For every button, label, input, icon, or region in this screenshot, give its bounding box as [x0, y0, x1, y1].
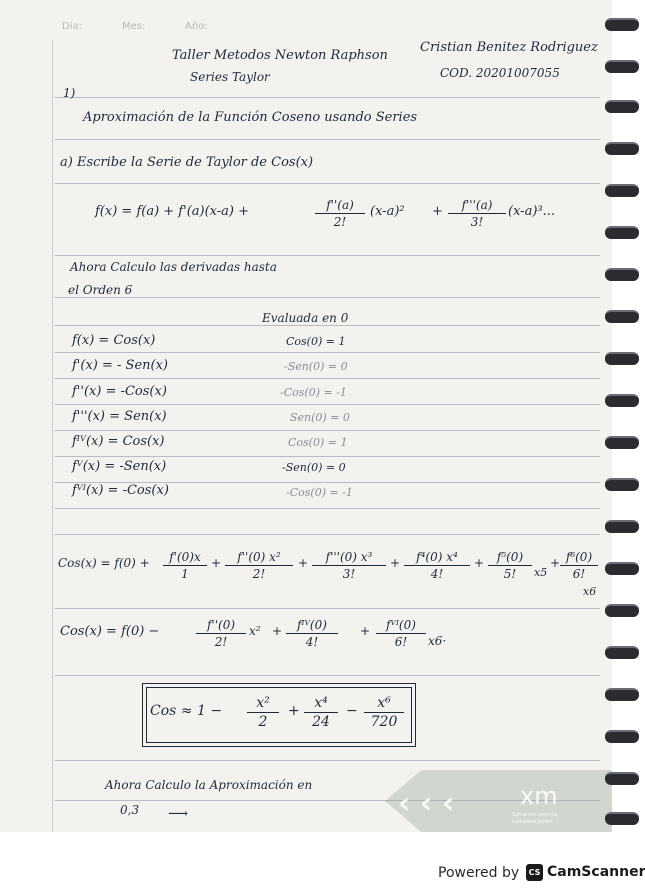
- chevron-left-icon: ‹: [442, 786, 455, 821]
- series-term: [560, 550, 598, 581]
- series-term: [225, 550, 293, 581]
- simplified-term-3-num: fⱽᴵ(0): [376, 618, 426, 634]
- binding-ring: [605, 562, 639, 575]
- author-name: Cristian Benitez Rodriguez: [420, 40, 598, 55]
- binding-ring: [605, 310, 639, 323]
- series-term-den: 2!: [252, 567, 266, 581]
- derivative-expr: fⱽᴵ(x) = -Cos(x): [72, 483, 169, 498]
- series-term-den: 5!: [503, 567, 517, 581]
- ruled-line: [55, 297, 600, 298]
- derivative-value: Cos(0) = 1: [288, 436, 348, 449]
- derivative-value: Sen(0) = 0: [290, 411, 350, 424]
- result-term-2-den: 24: [312, 714, 330, 730]
- simplified-term-1-x: x²: [249, 624, 261, 638]
- exercise-heading: Aproximación de la Función Coseno usando Series: [83, 110, 418, 125]
- simplified-term-3: [376, 618, 426, 649]
- month-label: Mes:: [122, 21, 146, 32]
- title-line2: Series Taylor: [190, 70, 270, 84]
- binding-ring: [605, 184, 639, 197]
- series-term-num: f''(0) x²: [225, 550, 293, 566]
- ruled-line: [55, 608, 600, 609]
- series-term: [163, 550, 207, 581]
- simplified-plus: +: [272, 624, 283, 638]
- binding-ring: [605, 772, 639, 785]
- series-term: [488, 550, 532, 581]
- series-term-num: f⁶(0): [560, 550, 598, 566]
- series-term-num: f⁴(0) x⁴: [404, 550, 470, 566]
- result-term-2-num: x⁴: [304, 695, 338, 713]
- result-plus: +: [288, 703, 300, 719]
- result-term-2: [304, 695, 338, 730]
- camscanner-icon: CS: [526, 864, 543, 881]
- series-plus: +: [211, 556, 222, 570]
- derivative-value: Cos(0) = 1: [286, 335, 346, 348]
- chevron-left-icon: ‹: [398, 786, 411, 821]
- series-plus: +: [390, 556, 401, 570]
- result-term-3: [364, 695, 404, 730]
- series-lead: Cos(x) = f(0) +: [58, 556, 150, 570]
- simplified-term-2-den: 4!: [305, 635, 319, 649]
- ruled-line: [55, 404, 600, 405]
- taylor-lead: f(x) = f(a) + f'(a)(x-a) +: [95, 204, 250, 219]
- result-lead: Cos ≈ 1 −: [150, 703, 223, 719]
- ruled-line: [55, 378, 600, 379]
- taylor-term-3-factor: (x-a)³...: [508, 204, 555, 219]
- binding-ring: [605, 520, 639, 533]
- exercise-number: 1): [63, 86, 76, 100]
- binding-ring: [605, 730, 639, 743]
- ruled-line: [55, 760, 600, 761]
- series-term-den: 6!: [572, 567, 586, 581]
- derivative-expr: f'''(x) = Sen(x): [72, 409, 167, 424]
- taylor-term-3-den: 3!: [470, 215, 484, 229]
- binding-ring: [605, 226, 639, 239]
- binding-ring: [605, 100, 639, 113]
- year-label: Año:: [185, 21, 208, 32]
- derivative-value: -Cos(0) = -1: [280, 386, 347, 399]
- margin-line: [52, 40, 53, 832]
- ruled-line: [55, 430, 600, 431]
- ruled-line: [55, 675, 600, 676]
- binding-ring: [605, 646, 639, 659]
- binding-ring: [605, 812, 639, 825]
- xm-logo: xm: [520, 782, 558, 810]
- derivative-expr: fⱽ(x) = -Sen(x): [72, 459, 167, 474]
- ruled-line: [55, 325, 600, 326]
- chevron-left-icon: ‹: [420, 786, 433, 821]
- simplified-term-3-den: 6!: [394, 635, 408, 649]
- series-term-num: f'''(0) x³: [312, 550, 386, 566]
- day-label: Día:: [62, 21, 82, 32]
- result-term-1-num: x²: [247, 695, 279, 713]
- taylor-plus: +: [432, 204, 443, 219]
- series-plus: +: [298, 556, 309, 570]
- binding-ring: [605, 18, 639, 31]
- binding-ring: [605, 688, 639, 701]
- ruled-line: [55, 508, 600, 509]
- evaluated-header: Evaluada en 0: [262, 311, 349, 325]
- series-term: [404, 550, 470, 581]
- student-code: COD. 20201007055: [440, 66, 560, 80]
- xm-tagline: Sumamos energía, sumamos poder.: [512, 812, 559, 825]
- taylor-term-3: [448, 198, 506, 229]
- derivative-expr: f''(x) = -Cos(x): [72, 384, 167, 399]
- series-term: [312, 550, 386, 581]
- series-term-num: f⁵(0): [488, 550, 532, 566]
- series-plus: +: [550, 556, 561, 570]
- derivatives-intro-line2: el Orden 6: [68, 283, 133, 297]
- simplified-term-1: [196, 618, 246, 649]
- derivative-expr: f(x) = Cos(x): [72, 333, 156, 348]
- series-plus: +: [474, 556, 485, 570]
- taylor-term-2-num: f''(a): [315, 198, 365, 214]
- simplified-term-1-den: 2!: [214, 635, 228, 649]
- binding-ring: [605, 604, 639, 617]
- result-minus: −: [346, 703, 358, 719]
- ruled-line: [55, 183, 600, 184]
- title-line1: Taller Metodos Newton Raphson: [172, 48, 388, 63]
- binding-ring: [605, 394, 639, 407]
- ending-line2: 0,3: [120, 803, 140, 817]
- series-term-den: 4!: [430, 567, 444, 581]
- ruled-line: [55, 97, 600, 98]
- taylor-term-2-factor: (x-a)²: [370, 204, 405, 219]
- binding-ring: [605, 478, 639, 491]
- series-term-den: 3!: [342, 567, 356, 581]
- series-x5: x5: [534, 566, 548, 579]
- ruled-line: [55, 255, 600, 256]
- ruled-line: [55, 352, 600, 353]
- derivative-value: -Sen(0) = 0: [284, 360, 348, 373]
- powered-by-label: Powered by: [438, 865, 520, 881]
- derivatives-intro-line1: Ahora Calculo las derivadas hasta: [70, 260, 277, 274]
- result-term-3-den: 720: [370, 714, 398, 730]
- binding-ring: [605, 436, 639, 449]
- camscanner-brand: CamScanner: [547, 864, 645, 880]
- series-term-den: 1: [181, 567, 189, 581]
- derivative-value: -Cos(0) = -1: [286, 486, 353, 499]
- taylor-term-3-num: f'''(a): [448, 198, 506, 214]
- derivative-expr: fᴵⱽ(x) = Cos(x): [72, 434, 165, 449]
- ruled-line: [55, 534, 600, 535]
- simplified-plus: +: [360, 624, 371, 638]
- series-term-num: f'(0)x: [163, 550, 207, 566]
- ruled-line: [55, 456, 600, 457]
- result-term-3-num: x⁶: [364, 695, 404, 713]
- result-term-1: [247, 695, 279, 730]
- derivative-value: -Sen(0) = 0: [282, 461, 346, 474]
- taylor-term-2: [315, 198, 365, 229]
- ending-line1: Ahora Calculo la Aproximación en: [105, 778, 313, 792]
- result-term-1-den: 2: [258, 714, 268, 730]
- part-a-heading: a) Escribe la Serie de Taylor de Cos(x): [60, 155, 314, 170]
- binding-ring: [605, 60, 639, 73]
- simplified-lead: Cos(x) = f(0) −: [60, 624, 160, 639]
- ruled-line: [55, 139, 600, 140]
- arrow-icon: ⟶: [168, 806, 189, 822]
- binding-ring: [605, 352, 639, 365]
- binding-ring: [605, 142, 639, 155]
- derivative-expr: f'(x) = - Sen(x): [72, 358, 168, 373]
- simplified-term-2-num: fᴵⱽ(0): [286, 618, 338, 634]
- spiral-binding: [603, 0, 645, 832]
- series-x6: x6: [583, 585, 597, 598]
- taylor-term-2-den: 2!: [333, 215, 347, 229]
- simplified-term-2: [286, 618, 338, 649]
- binding-ring: [605, 268, 639, 281]
- simplified-term-1-num: f''(0): [196, 618, 246, 634]
- simplified-term-3-x: x6·: [428, 634, 447, 648]
